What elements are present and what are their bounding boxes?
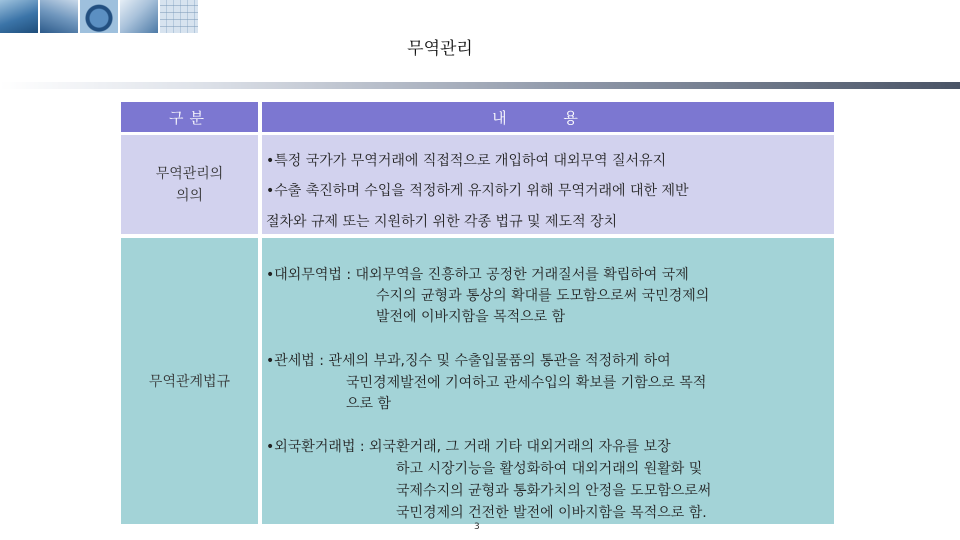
- law-foreign-exchange-act: •외국환거래법 : 외국환거래, 그 거래 기타 대외거래의 자유를 보장: [266, 439, 671, 455]
- law-foreign-exchange-act-cont: 하고 시장기능을 활성화하여 대외거래의 원활화 및: [396, 461, 703, 477]
- decorative-photo: [80, 0, 118, 33]
- row1-bullet-2: •수출 촉진하며 수입을 적정하게 유지하기 위해 무역거래에 대한 제반: [266, 183, 689, 199]
- row1-category-line: 무역관리의: [155, 165, 224, 182]
- decorative-photo: [160, 0, 198, 33]
- law-customs-act-cont: 국민경제발전에 기여하고 관세수입의 확보를 기함으로 목적: [346, 375, 707, 391]
- title-divider-bar: [0, 82, 960, 89]
- row1-bullet-2-continued: 절차와 규제 또는 지원하기 위한 각종 법규 및 제도적 장치: [266, 214, 618, 230]
- header-category: 구분: [121, 102, 258, 132]
- row1-category-line: 의의: [175, 187, 204, 204]
- row1-content-cell: [262, 135, 834, 234]
- law-foreign-exchange-act-cont: 국제수지의 균형과 통화가치의 안정을 도모함으로써: [396, 483, 712, 499]
- law-foreign-trade-act: •대외무역법 : 대외무역을 진흥하고 공정한 거래질서를 확립하여 국제: [266, 267, 689, 283]
- decorative-photo: [0, 0, 38, 33]
- law-foreign-trade-act-cont: 발전에 이바지함을 목적으로 함: [376, 309, 566, 325]
- law-customs-act-cont: 으로 함: [346, 396, 392, 412]
- row1-category-cell: [121, 135, 258, 234]
- decorative-photo: [40, 0, 78, 33]
- law-customs-act: •관세법 : 관세의 부과,징수 및 수출입물품의 통관을 적정하게 하여: [266, 353, 671, 369]
- page-number: 3: [474, 522, 480, 532]
- row2-category-cell: [121, 238, 258, 524]
- header-image-strip: [0, 0, 200, 33]
- slide-title: 무역관리: [407, 39, 473, 59]
- law-foreign-exchange-act-cont: 국민경제의 건전한 발전에 이바지함을 목적으로 함.: [396, 505, 707, 521]
- row2-category: 무역관계법규: [148, 374, 231, 390]
- header-content: 내 용: [262, 102, 834, 132]
- law-foreign-trade-act-cont: 수지의 균형과 통상의 확대를 도모함으로써 국민경제의: [376, 288, 710, 304]
- row1-bullet-1: •특정 국가가 무역거래에 직접적으로 개입하여 대외무역 질서유지: [266, 153, 667, 169]
- decorative-photo: [120, 0, 158, 33]
- row2-content-cell: [262, 238, 834, 524]
